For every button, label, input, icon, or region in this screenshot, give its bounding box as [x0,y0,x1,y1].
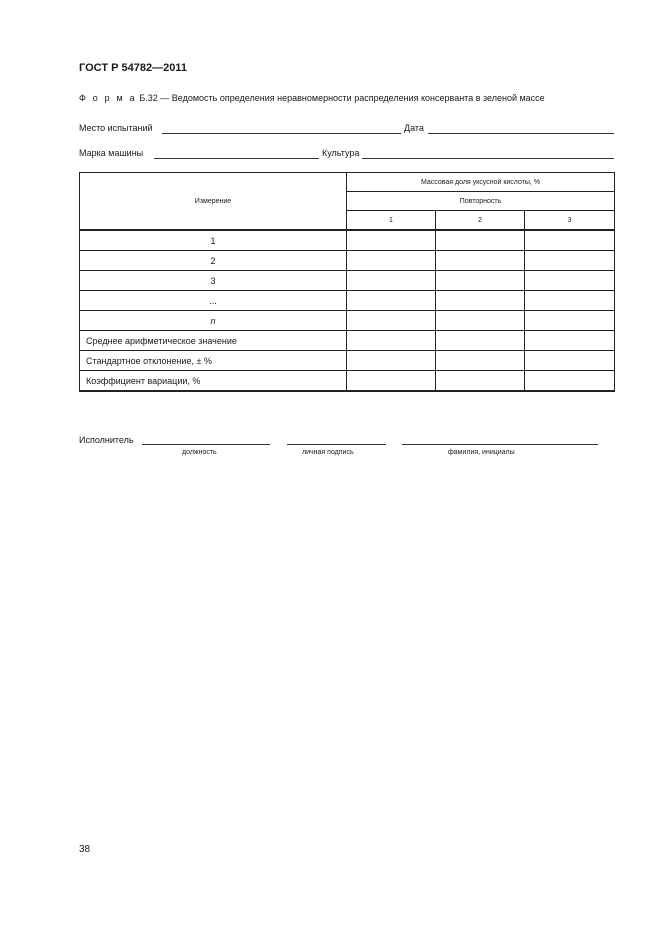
table-cell[interactable] [436,371,525,392]
row-label-mean: Среднее арифметическое значение [80,331,347,351]
crop-label: Культура [322,148,360,158]
table-cell[interactable] [525,251,615,271]
repeat-col-2: 2 [436,211,525,231]
table-row [80,331,615,351]
row-label-cv: Коэффициент вариации, % [80,371,347,392]
name-caption: фамилия, инициалы [448,449,515,456]
machine-brand-label: Марка машины [79,148,144,158]
table-row [80,230,615,251]
table-cell[interactable] [347,351,436,371]
form-title-text: Б.32 — Ведомость определения неравномерности распределения консерванта в зеленой массе [139,93,545,103]
test-place-label: Место испытаний [79,123,153,133]
row-label: n [80,311,347,331]
acid-share-header: Массовая доля уксусной кислоты, % [347,173,615,192]
document-code: ГОСТ Р 54782—2011 [79,62,187,74]
repeat-col-1: 1 [347,211,436,231]
table-cell[interactable] [347,311,436,331]
crop-line[interactable] [362,158,614,159]
table-cell[interactable] [436,230,525,251]
test-place-line[interactable] [162,133,401,134]
table-row [80,371,615,392]
machine-brand-line[interactable] [154,158,319,159]
executor-label: Исполнитель [79,435,134,445]
table-cell[interactable] [525,230,615,251]
table-cell[interactable] [525,271,615,291]
table-cell[interactable] [347,331,436,351]
table-row [80,291,615,311]
date-label: Дата [404,123,424,133]
table-cell[interactable] [436,271,525,291]
repeat-col-3: 3 [525,211,615,231]
measure-header: Измерение [80,173,347,231]
table-cell[interactable] [525,331,615,351]
table-row [80,251,615,271]
signature-line[interactable] [287,444,386,445]
table-row [80,271,615,291]
table-cell[interactable] [525,291,615,311]
table-cell[interactable] [525,311,615,331]
position-caption: должность [182,449,217,456]
table-cell[interactable] [525,351,615,371]
table-cell[interactable] [347,371,436,392]
table-cell[interactable] [347,251,436,271]
table-cell[interactable] [347,230,436,251]
table-row [80,351,615,371]
table-cell[interactable] [347,291,436,311]
table-cell[interactable] [436,291,525,311]
row-label: 2 [80,251,347,271]
table-cell[interactable] [436,351,525,371]
signature-caption: личная подпись [302,449,354,456]
form-prefix: Ф о р м а [79,93,137,103]
table-cell[interactable] [525,371,615,392]
position-line[interactable] [142,444,270,445]
measurement-table [79,172,615,392]
name-line[interactable] [402,444,598,445]
repeat-header: Повторность [347,192,615,211]
table-cell[interactable] [347,271,436,291]
table-cell[interactable] [436,311,525,331]
page-number: 38 [79,844,91,855]
row-label: ... [80,291,347,311]
table-cell[interactable] [436,251,525,271]
table-row [80,311,615,331]
row-label: 3 [80,271,347,291]
table-cell[interactable] [436,331,525,351]
form-title [79,93,545,103]
row-label-stddev: Стандартное отклонение, ± % [80,351,347,371]
row-label: 1 [80,230,347,251]
date-line[interactable] [428,133,614,134]
